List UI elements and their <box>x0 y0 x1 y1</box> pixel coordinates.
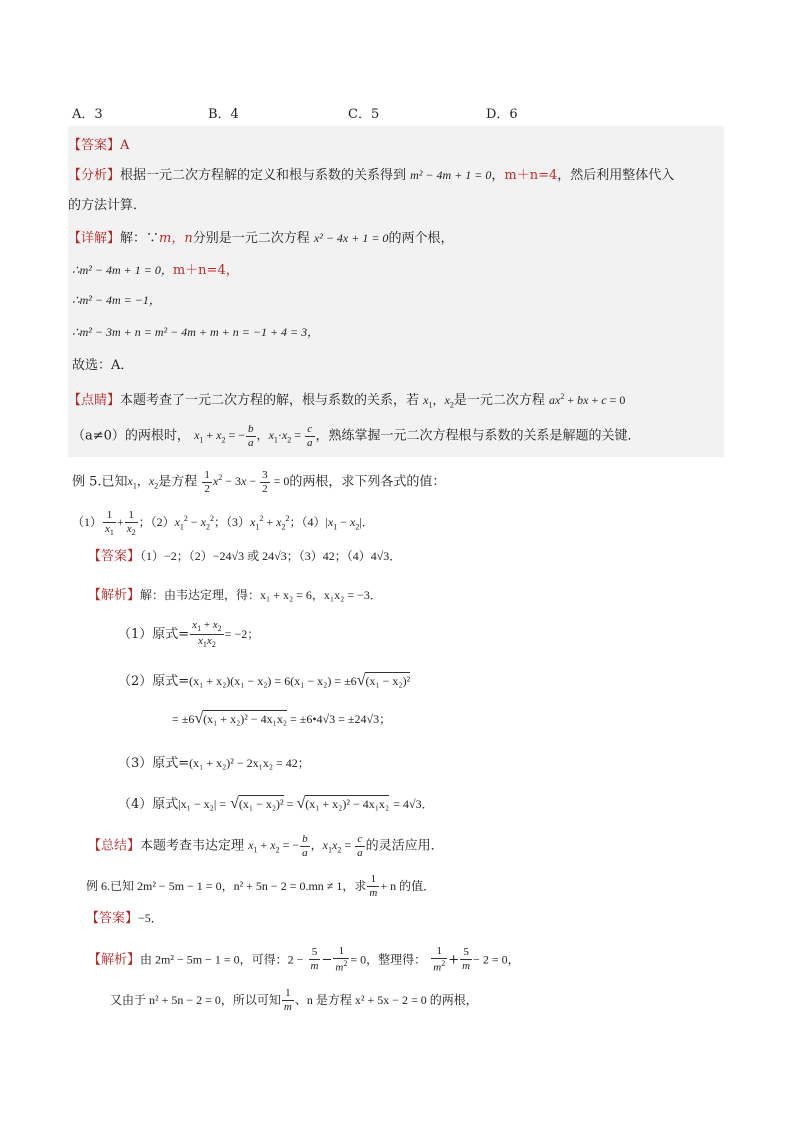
detail-text2: 分别是一元二次方程 <box>192 231 310 246</box>
q4-answer-line <box>68 134 129 153</box>
s4-tail: = 4√3． <box>393 797 434 811</box>
step1-sum: m＋n=4， <box>172 263 239 278</box>
ex5-answer-tag: 【答案】 <box>88 549 141 564</box>
detail-eq: x² − 4x + 1 = 0 <box>313 231 389 245</box>
ex5-parts: （1） $\frac{1}{x_1}$ + $\frac{1}{x_2}$ ；$(2)x_1^2 - x_2^2$；$(3)x_1^2 + x_2^2$；$(4)|x_1 - x_2|$． <box>72 509 374 538</box>
step1 <box>72 259 239 278</box>
option-d: D．6 <box>486 107 518 122</box>
ex5-step2: （2）原式=(x₁ + x₂)(x₁ − x₂) = 6(x₁ − x₂) = ±6√(x₁ − x₂)² <box>118 672 411 689</box>
s1-tail: = −2； <box>224 627 260 642</box>
ex6-answer-val: −5． <box>138 911 163 925</box>
ex6-analysis-tag: 【解析】 <box>88 952 141 968</box>
analysis-tag: 【分析】 <box>68 168 121 183</box>
ex5-answer <box>88 545 401 564</box>
ex6-analysis: 【解析】由 2m² − 5m − 1 = 0，可得：2 − $\frac{5}{m}$ − $\frac{1}{m^2}$ = 0，整理得： $\frac{1}{m^2}$ + $\frac{5}{m}$ − 2 = 0， <box>88 945 520 974</box>
answer-value: A <box>120 138 130 153</box>
ex6-title-b: + n 的值． <box>380 879 436 893</box>
ex6-answer-tag: 【答案】 <box>86 911 139 926</box>
ex5-step1: （1）原式= $\frac{x_1 + x_2}{x_1x_2}$ = −2； <box>118 619 260 650</box>
comment-line2-b: ，熟练掌握一元二次方程根与系数的关系是解题的关键． <box>315 428 641 444</box>
ex6-answer <box>86 907 163 926</box>
step2: ∴m² − 4m = −1， <box>72 293 161 307</box>
ex5-summary: 【总结】本题考查韦达定理 $x_1 + x_2$ = − $\frac{b}{a}$ ，$x_1x_2$ = $\frac{c}{a}$ 的灵活应用． <box>88 833 444 859</box>
comment-text2: 是一元二次方程 <box>453 393 545 408</box>
answer-tag: 【答案】 <box>68 138 121 153</box>
option-c: C．5 <box>348 107 380 122</box>
ex5-analysis-tag: 【解析】 <box>88 588 141 603</box>
ex6-line2-a: 又由于 n² + 5n − 2 = 0，所以可知 <box>110 993 281 1007</box>
detail-text: 解：∵ <box>120 231 160 246</box>
ex6-title: 例 6.已知 2m² − 5m − 1 = 0，n² + 5n − 2 = 0.mn ≠ 1，求 $\frac{1}{m}$ + n 的值． <box>86 873 436 899</box>
q4-analysis-line: 【分析】根据一元二次方程解的定义和根与系数的关系得到 m² − 4m + 1 = 0，m＋n=4，然后利用整体代入 <box>68 168 675 183</box>
s3-label: （3）原式= <box>118 756 190 771</box>
option-b: B．4 <box>208 107 239 122</box>
summary-text2: 的灵活应用． <box>365 838 444 854</box>
ex5-step4: （4）原式|x₁ − x₂| = √(x₁ − x₂)² = √(x₁ + x₂)² − 4x₁x₂ = 4√3． <box>118 795 434 812</box>
ex5-step2b: = ±6√(x₁ + x₂)² − 4x₁x₂ = ±6•4√3 = ±24√3； <box>172 710 392 727</box>
option-a: A．3 <box>72 107 103 122</box>
s2b-post: = ±6•4√3 = ±24√3； <box>290 712 392 726</box>
analysis-eq1: m² − 4m + 1 = 0 <box>410 168 492 182</box>
ex6-line2: 又由于 n² + 5n − 2 = 0，所以可知 $\frac{1}{m}$ 、n 是方程 x² + 5x − 2 = 0 的两根， <box>110 987 478 1013</box>
ex5-step3 <box>118 752 310 771</box>
detail-mn: m，n <box>159 231 193 246</box>
q4-comment-line: 【点睛】本题考查了一元二次方程的解，根与系数的关系，若 $x_1$，$x_2$是一元二次方程 $ax^2$ + bx + c = 0 <box>68 392 626 410</box>
analysis-eq2: m＋n=4 <box>504 168 558 183</box>
detail-tag: 【详解】 <box>68 231 121 246</box>
q4-comment-line2: （a≠0）的两根时， $x_1 + x_2$ = − $\frac{b}{a}$ ，$x_1\cdot x_2$ = $\frac{c}{a}$ ，熟练掌握一元二次方程根与系数的关系是解题的关键． <box>72 423 641 449</box>
summary-text: 本题考查韦达定理 <box>140 838 245 854</box>
comment-text: 本题考查了一元二次方程的解，根与系数的关系，若 <box>120 393 420 408</box>
s2b-pre: = ±6 <box>172 712 195 726</box>
summary-tag: 【总结】 <box>88 838 141 854</box>
ex5-title-c: 的两根，求下列各式的值： <box>289 474 446 490</box>
s4-eq: |x₁ − x₂| = <box>178 797 226 811</box>
s4-label: （4）原式 <box>118 797 179 812</box>
ex6-analysis-b: = 0，整理得： <box>350 952 427 967</box>
detail-text3: 的两个根， <box>388 231 454 246</box>
choice: 故选：A． <box>72 358 134 373</box>
ex5-analysis-text: 解：由韦达定理，得：x₁ + x₂ = 6，x₁x₂ = −3． <box>140 588 382 602</box>
analysis-text: 根据一元二次方程解的定义和根与系数的关系得到 <box>120 168 407 183</box>
step3: ∴m² − 3m + n = m² − 4m + m + n = −1 + 4 = 3， <box>72 325 320 339</box>
s1-label: （1）原式= <box>118 627 190 643</box>
ex5-title: 例 5.已知$x_1$，$x_2$是方程 $\frac{1}{2}$ $x^2 - 3x$ − $\frac{3}{2}$ = 0的两根，求下列各式的值： <box>72 469 446 495</box>
ex5-analysis <box>88 584 382 603</box>
q4-detail-line <box>68 227 453 246</box>
s2-label: （2）原式= <box>118 674 190 689</box>
comment-tag: 【点睛】 <box>68 393 121 408</box>
ex5-title-a: 例 5.已知 <box>72 474 128 490</box>
ex6-line2-b: 、n 是方程 x² + 5x − 2 = 0 的两根， <box>294 993 478 1007</box>
ex6-analysis-c: − 2 = 0， <box>473 952 520 967</box>
step1-eq: ∴m² − 4m + 1 = 0， <box>72 263 173 277</box>
ex6-analysis-a: 由 2m² − 5m − 1 = 0，可得：2 − <box>140 952 304 967</box>
ex5-title-b: 是方程 <box>158 474 198 490</box>
analysis-text2: ，然后利用整体代入 <box>557 168 675 183</box>
comment-line2-a: （a≠0）的两根时， <box>72 428 190 444</box>
analysis-line2: 的方法计算． <box>68 198 147 213</box>
s2-eq: (x₁ + x₂)(x₁ − x₂) = 6(x₁ − x₂) = ±6 <box>189 674 357 688</box>
s3-eq: (x₁ + x₂)² − 2x₁x₂ = 42； <box>189 756 310 770</box>
ex5-answer-text: （1）−2；（2）−24√3 或 24√3；（3）42；（4）4√3． <box>140 549 402 563</box>
ex6-title-a: 例 6.已知 2m² − 5m − 1 = 0，n² + 5n − 2 = 0.mn ≠ 1，求 <box>86 879 367 893</box>
